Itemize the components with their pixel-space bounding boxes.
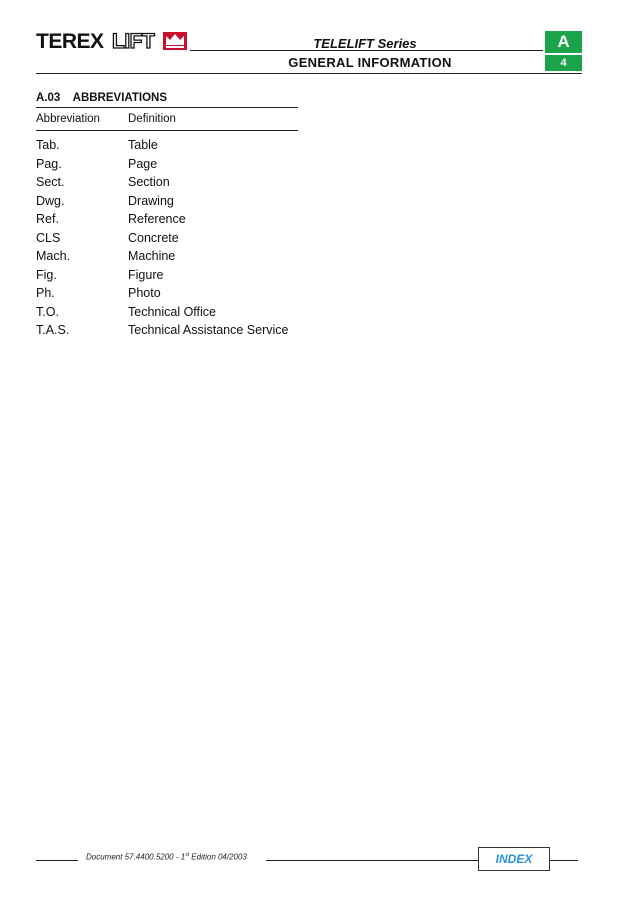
footer-rule-middle (266, 860, 478, 861)
table-body (36, 131, 298, 340)
table-row (36, 321, 298, 340)
definition-cell: Figure (128, 267, 164, 282)
series-title: TELELIFT Series (313, 36, 417, 51)
terexlift-logo (36, 30, 188, 52)
abbreviation-cell: CLS (36, 230, 61, 245)
table-row (36, 155, 298, 174)
abbreviation-cell: Sect. (36, 175, 65, 190)
abbreviation-cell: Tab. (36, 138, 60, 153)
section-title: GENERAL INFORMATION (288, 55, 452, 70)
page-number-badge: 4 (545, 55, 582, 71)
abbreviation-cell: Mach. (36, 249, 71, 264)
document-edition-text: Document 57.4400.5200 - 1st Edition 04/2003 (86, 852, 247, 862)
column-header-abbreviation: Abbreviation (36, 113, 100, 125)
abbreviation-cell: T.O. (36, 304, 59, 319)
definition-cell: Page (128, 156, 158, 171)
definition-cell: Reference (128, 212, 186, 227)
definition-cell: Machine (128, 249, 176, 264)
footer-rule-right (550, 860, 578, 861)
abbreviations-heading: A.03 ABBREVIATIONS (36, 92, 167, 104)
abbreviation-cell: Pag. (36, 156, 62, 171)
footer-rule-left (36, 860, 78, 861)
table-header (36, 108, 298, 130)
abbreviation-cell: Ph. (36, 286, 55, 301)
abbreviations-table (36, 107, 298, 340)
table-row (36, 173, 298, 192)
table-row (36, 229, 298, 248)
svg-text:TEREX: TEREX (36, 30, 104, 52)
section-letter-badge: A (545, 31, 582, 53)
column-header-definition: Definition (128, 113, 176, 125)
table-row (36, 136, 298, 155)
abbreviation-cell: Ref. (36, 212, 59, 227)
definition-cell: Technical Office (128, 304, 217, 319)
definition-cell: Section (128, 175, 170, 190)
table-row (36, 247, 298, 266)
index-button[interactable]: INDEX (478, 847, 550, 871)
table-row (36, 266, 298, 285)
definition-cell: Photo (128, 286, 161, 301)
abbreviation-cell: Fig. (36, 267, 57, 282)
table-row (36, 192, 298, 211)
abbreviation-cell: T.A.S. (36, 323, 70, 338)
definition-cell: Concrete (128, 230, 179, 245)
table-row (36, 284, 298, 303)
table-row (36, 210, 298, 229)
abbreviation-cell: Dwg. (36, 193, 65, 208)
svg-text:LIFT: LIFT (112, 30, 155, 52)
definition-cell: Table (128, 138, 158, 153)
definition-cell: Drawing (128, 193, 174, 208)
header-rule-bottom (36, 73, 582, 74)
table-row (36, 303, 298, 322)
definition-cell: Technical Assistance Service (128, 323, 289, 338)
